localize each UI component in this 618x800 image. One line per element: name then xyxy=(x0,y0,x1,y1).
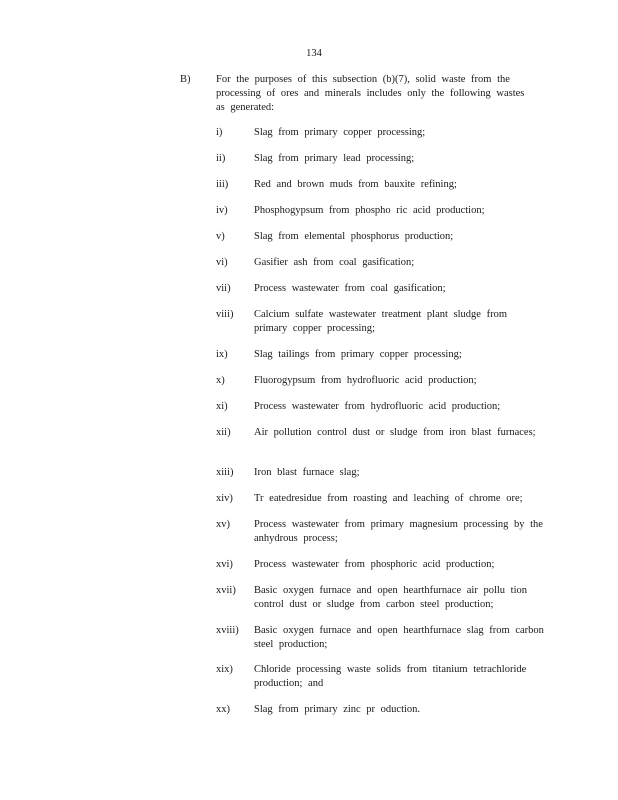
item-text: Tr eatedresidue from roasting and leaching of chrome ore; xyxy=(254,493,523,504)
item-numeral: x) xyxy=(216,375,225,386)
item-text: Slag tailings from primary copper processing; xyxy=(254,349,462,360)
item-numeral: xvi) xyxy=(216,559,233,570)
item-text: Air pollution control dust or sludge from iron blast furnaces; xyxy=(254,427,536,438)
item-text: Process wastewater from hydrofluoric acid production; xyxy=(254,401,501,412)
item-numeral: xiii) xyxy=(216,467,234,478)
item-text: Process wastewater from coal gasification; xyxy=(254,283,446,294)
item-numeral: xiv) xyxy=(216,493,233,504)
item-numeral: ix) xyxy=(216,349,228,360)
item-numeral: xii) xyxy=(216,427,231,438)
item-text: Slag from primary copper processing; xyxy=(254,127,426,138)
item-text: Phosphogypsum from phospho ric acid production; xyxy=(254,205,485,216)
item-text: Iron blast furnace slag; xyxy=(254,467,360,478)
item-text: Red and brown muds from bauxite refining; xyxy=(254,179,457,190)
item-numeral: xvii) xyxy=(216,585,236,596)
item-numeral: xi) xyxy=(216,401,228,412)
item-numeral: viii) xyxy=(216,309,234,320)
section-label: B) xyxy=(180,74,191,85)
item-numeral: xviii) xyxy=(216,625,239,636)
item-numeral: v) xyxy=(216,231,225,242)
section-intro: For the purposes of this subsection (b)(7), solid waste from the processing of ores and minerals includes only the following wastes as generated: xyxy=(216,74,525,113)
item-numeral: i) xyxy=(216,127,223,138)
item-numeral: xv) xyxy=(216,519,230,530)
item-text: Slag from elemental phosphorus production; xyxy=(254,231,454,242)
item-text: Basic oxygen furnace and open hearthfurnace slag from carbon steel production; xyxy=(254,625,544,650)
item-numeral: iv) xyxy=(216,205,228,216)
item-numeral: xix) xyxy=(216,664,233,675)
item-text: Slag from primary lead processing; xyxy=(254,153,415,164)
item-text: Calcium sulfate wastewater treatment plant sludge from primary copper processing; xyxy=(254,309,508,334)
item-numeral: iii) xyxy=(216,179,229,190)
item-text: Process wastewater from phosphoric acid production; xyxy=(254,559,495,570)
item-text: Process wastewater from primary magnesium processing by the anhydrous process; xyxy=(254,519,543,544)
item-numeral: vii) xyxy=(216,283,231,294)
item-text: Slag from primary zinc pr oduction. xyxy=(254,704,421,715)
item-text: Gasifier ash from coal gasification; xyxy=(254,257,415,268)
item-numeral: ii) xyxy=(216,153,226,164)
item-numeral: vi) xyxy=(216,257,228,268)
item-text: Chloride processing waste solids from titanium tetrachloride production; and xyxy=(254,664,527,689)
item-numeral: xx) xyxy=(216,704,230,715)
item-text: Basic oxygen furnace and open hearthfurnace air pollu tion control dust or sludge from carbon steel production; xyxy=(254,585,527,610)
page-number: 134 xyxy=(306,48,322,59)
item-text: Fluorogypsum from hydrofluoric acid production; xyxy=(254,375,477,386)
